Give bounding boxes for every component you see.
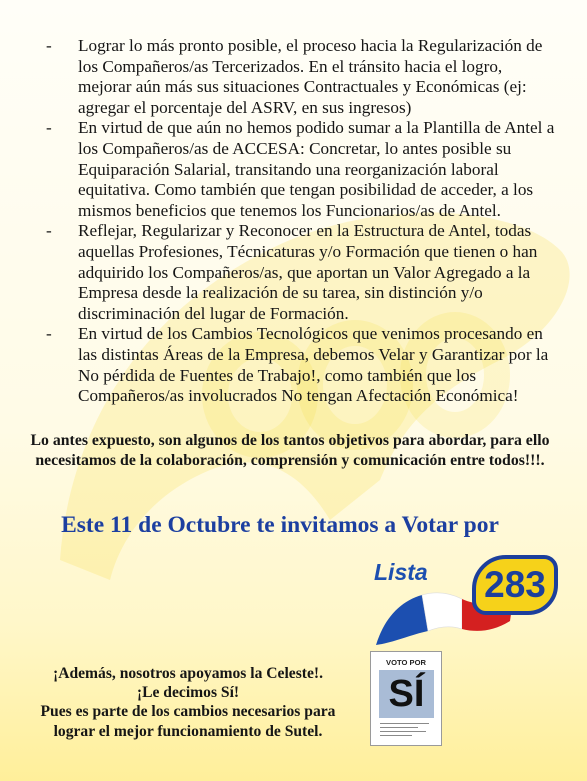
objective-text: Reflejar, Regularizar y Reconocer en la Estructura de Antel, todas aquellas Profesiones, Técnicaturas y/o Formación que tienen o han adquirido los Compañeros/as, que aportan un Valor Agregado a la Empresa desde la realización de su tarea, sin distinción y/o discriminación del lugar de Formación. (78, 221, 538, 323)
vote-card-fine-print (380, 720, 434, 746)
bullet-marker: - (46, 221, 52, 241)
objective-item (46, 118, 556, 221)
lista-label: Lista (374, 559, 428, 585)
bullet-marker: - (46, 36, 52, 55)
flag-blue-band (376, 595, 428, 645)
vote-answer-box (379, 670, 434, 718)
objective-text: Lograr lo más pronto posible, el proceso hacia la Regularización de los Compañeros/as Tercerizados. En el tránsito hacia el logro, mejorar aún más sus situaciones Contractuales y Económicas (ej: agregar el porcentaje del ASRV, en sus ingresos) (78, 36, 543, 117)
fine-print-line (380, 735, 412, 736)
lista-283-logo (366, 555, 562, 655)
objectives-list (46, 36, 556, 407)
vote-card-title: VOTO POR (386, 658, 426, 667)
fine-print-line (380, 731, 426, 732)
support-line: Pues es parte de los cambios necesarios para (40, 703, 336, 721)
conclusion-paragraph: Lo antes expuesto, son algunos de los tantos objetivos para abordar, para ello necesitamos de la colaboración, comprensión y comunicación entre todos!!!. (30, 432, 550, 469)
objective-item (46, 221, 556, 324)
objective-item (46, 324, 556, 406)
fine-print-line (380, 723, 429, 724)
objective-text: En virtud de que aún no hemos podido sumar a la Plantilla de Antel a los Compañeros/as de ACCESA: Concretar, lo antes posible su Equiparación Salarial, transitando una reorganización laboral equitativa. Como también que tengan posibilidad de acceder, a los mismos beneficios que tenemos los Funcionarios/as de Antel. (78, 118, 555, 220)
flag-white-band (422, 593, 462, 631)
support-statement (18, 664, 358, 741)
fine-print-line (380, 727, 418, 728)
support-line: ¡Además, nosotros apoyamos la Celeste!. (53, 665, 323, 682)
support-line: lograr el mejor funcionamiento de Sutel. (53, 722, 323, 740)
objective-text: En virtud de los Cambios Tecnológicos que venimos procesando en las distintas Áreas de la Empresa, debemos Velar y Garantizar por la No pérdida de Fuentes de Trabajo!, como también que los Compañeros/as involucrados No tengan Afectación Económica! (78, 324, 549, 406)
objective-item (46, 36, 556, 118)
list-number-badge (472, 555, 558, 615)
bullet-marker: - (46, 118, 52, 138)
list-number: 283 (484, 564, 546, 605)
vote-answer: SÍ (388, 673, 425, 715)
vote-si-card (370, 651, 442, 746)
bullet-marker: - (46, 324, 52, 344)
vote-invitation-heading: Este 11 de Octubre te invitamos a Votar por (61, 512, 499, 538)
support-line: ¡Le decimos Sí! (136, 684, 240, 702)
